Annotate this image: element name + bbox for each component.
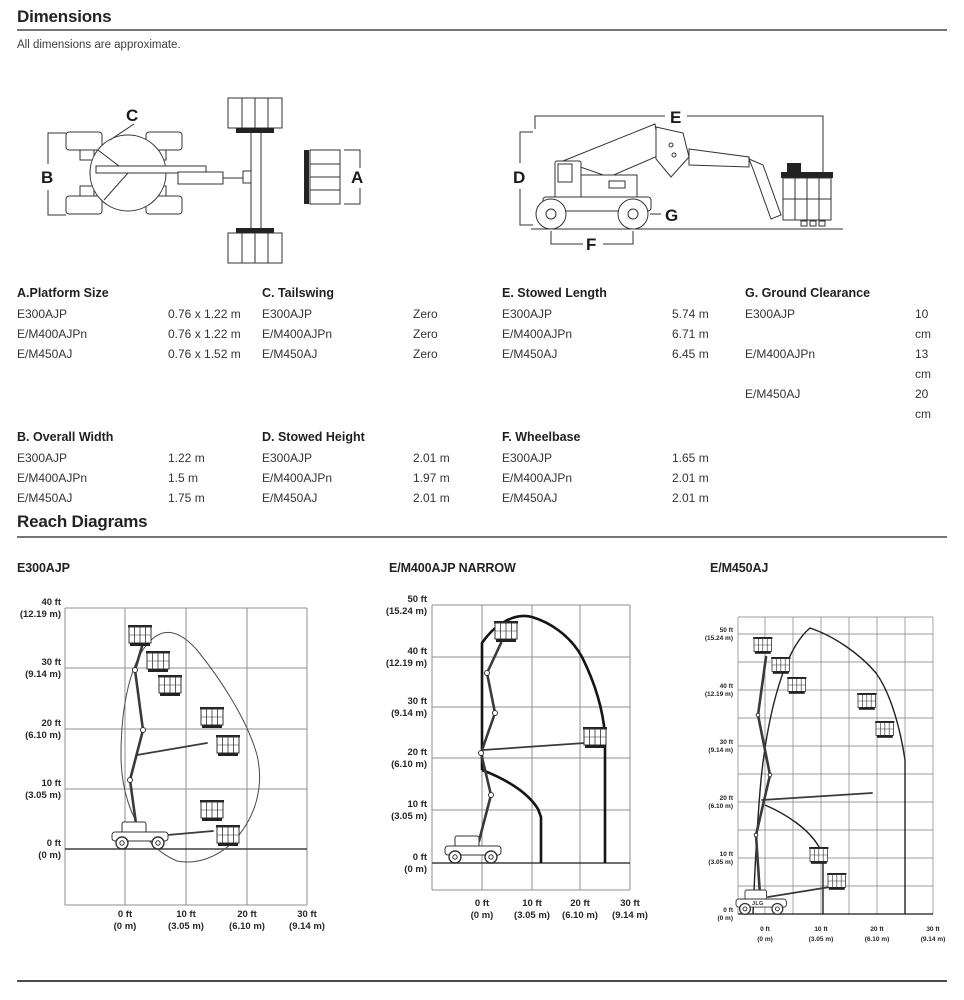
x-tick: (6.10 m) bbox=[562, 910, 598, 921]
model-name: E/M450AJ bbox=[262, 491, 318, 505]
model-name: E/M450AJ bbox=[502, 491, 558, 505]
x-tick: 20 ft bbox=[570, 898, 590, 909]
model-name: E300AJP bbox=[745, 307, 796, 321]
spec-group-overall-width bbox=[17, 430, 262, 508]
side-view-drawing bbox=[513, 97, 858, 265]
spec-value: 10 cm bbox=[915, 307, 931, 341]
spec-value: 1.5 m bbox=[168, 471, 199, 485]
spec-value: Zero bbox=[413, 347, 438, 361]
x-tick: 30 ft bbox=[620, 898, 640, 909]
y-tick: (3.05 m) bbox=[25, 790, 61, 801]
dimensions-note: All dimensions are approximate. bbox=[17, 39, 181, 51]
spec-value: 1.65 m bbox=[672, 451, 709, 465]
x-axis-labels bbox=[757, 926, 945, 943]
model-name: E300AJP bbox=[17, 307, 68, 321]
y-axis-labels bbox=[705, 627, 734, 922]
x-tick: (9.14 m) bbox=[612, 910, 648, 921]
y-tick: 20 ft bbox=[719, 795, 733, 802]
model-name: E/M400AJPn bbox=[17, 471, 88, 485]
spec-value: 6.71 m bbox=[672, 327, 709, 341]
label-d: D bbox=[513, 168, 526, 187]
model-name: E/M400AJPn bbox=[502, 471, 573, 485]
model-name: E300AJP bbox=[262, 307, 313, 321]
x-tick: (6.10 m) bbox=[864, 936, 890, 943]
label-e: E bbox=[670, 108, 682, 127]
side-dim-g bbox=[650, 206, 678, 225]
y-tick: 30 ft bbox=[719, 739, 733, 746]
y-tick: 0 ft bbox=[723, 907, 733, 914]
spec-group-title: B. Overall Width bbox=[17, 430, 114, 444]
y-tick: (6.10 m) bbox=[391, 759, 427, 770]
spec-row bbox=[262, 304, 502, 324]
spec-row bbox=[17, 468, 262, 488]
model-name: E/M400AJPn bbox=[502, 327, 573, 341]
spec-group-ground-clearance bbox=[745, 286, 947, 424]
spec-group-title: C. Tailswing bbox=[262, 286, 334, 300]
x-tick: (0 m) bbox=[113, 921, 137, 932]
y-tick: 40 ft bbox=[41, 597, 61, 608]
model-name: E/M400AJPn bbox=[745, 347, 816, 361]
y-tick: 0 ft bbox=[46, 838, 61, 849]
x-tick: (3.05 m) bbox=[808, 936, 834, 943]
x-tick: (0 m) bbox=[470, 910, 494, 921]
x-tick: 10 ft bbox=[176, 909, 196, 920]
spec-group-title: E. Stowed Length bbox=[502, 286, 607, 300]
x-tick: (3.05 m) bbox=[168, 921, 204, 932]
spec-value: 5.74 m bbox=[672, 307, 709, 321]
x-axis-labels bbox=[114, 909, 325, 932]
y-tick: (3.05 m) bbox=[391, 811, 427, 822]
y-tick: 50 ft bbox=[719, 627, 733, 634]
spec-group-platform-size bbox=[17, 286, 262, 424]
plan-dim-b bbox=[41, 133, 66, 215]
spec-group-title: F. Wheelbase bbox=[502, 430, 581, 444]
spec-row bbox=[502, 344, 745, 364]
spec-value: 2.01 m bbox=[672, 471, 709, 485]
side-dim-d bbox=[513, 132, 533, 225]
spec-group-stowed-height bbox=[262, 430, 502, 508]
x-tick: 10 ft bbox=[522, 898, 542, 909]
spec-group-title: G. Ground Clearance bbox=[745, 286, 871, 300]
y-tick: (15.24 m) bbox=[385, 606, 427, 617]
spec-value: 0.76 x 1.22 m bbox=[168, 327, 241, 341]
spec-value: Zero bbox=[413, 327, 438, 341]
y-axis-labels bbox=[386, 594, 428, 875]
spec-row bbox=[502, 448, 745, 468]
model-name: E/M450AJ bbox=[262, 347, 318, 361]
x-tick: 20 ft bbox=[237, 909, 257, 920]
reach-diagram-e300ajp bbox=[17, 595, 357, 940]
label-g: G bbox=[665, 206, 679, 225]
spec-table bbox=[17, 286, 947, 508]
y-tick: (9.14 m) bbox=[708, 747, 733, 754]
spec-group-title: A.Platform Size bbox=[17, 286, 109, 300]
spec-row bbox=[17, 344, 262, 364]
y-tick: (9.14 m) bbox=[391, 708, 427, 719]
spec-group-title: D. Stowed Height bbox=[262, 430, 365, 444]
model-name: E/M400AJPn bbox=[262, 327, 333, 341]
grid bbox=[65, 608, 307, 905]
y-tick: 10 ft bbox=[719, 851, 733, 858]
spec-value: 1.75 m bbox=[168, 491, 205, 505]
y-tick: 30 ft bbox=[407, 696, 427, 707]
y-tick: 40 ft bbox=[407, 646, 427, 657]
dimensions-title: Dimensions bbox=[17, 7, 112, 26]
reach-title: Reach Diagrams bbox=[17, 512, 148, 531]
spec-value: 2.01 m bbox=[413, 491, 450, 505]
y-tick: 40 ft bbox=[719, 683, 733, 690]
y-tick: 30 ft bbox=[41, 657, 61, 668]
spec-value: 0.76 x 1.22 m bbox=[168, 307, 241, 321]
x-tick: 0 ft bbox=[760, 926, 770, 933]
x-axis-labels bbox=[471, 898, 648, 921]
model-name: E/M450AJ bbox=[17, 491, 73, 505]
spec-row bbox=[502, 324, 745, 344]
spec-value: 1.22 m bbox=[168, 451, 205, 465]
plan-view-drawing bbox=[38, 88, 368, 274]
y-tick: 50 ft bbox=[407, 594, 427, 605]
spec-row bbox=[17, 448, 262, 468]
y-tick: (0 m) bbox=[38, 850, 61, 861]
reach-diagram-em400ajp bbox=[385, 595, 670, 940]
spec-value: 20 cm bbox=[915, 387, 931, 421]
x-tick: 10 ft bbox=[814, 926, 828, 933]
y-tick: (15.24 m) bbox=[704, 635, 733, 642]
spec-value: Zero bbox=[413, 307, 438, 321]
spec-group-wheelbase bbox=[502, 430, 745, 508]
model-name: E/M400AJPn bbox=[17, 327, 88, 341]
spec-value: 1.97 m bbox=[413, 471, 450, 485]
spec-group-tailswing bbox=[262, 286, 502, 424]
jlg-logo: JLG bbox=[752, 901, 764, 907]
spec-row bbox=[17, 304, 262, 324]
y-tick: 0 ft bbox=[412, 852, 427, 863]
x-tick: (6.10 m) bbox=[229, 921, 265, 932]
spec-row bbox=[745, 344, 947, 384]
x-tick: (9.14 m) bbox=[920, 936, 946, 943]
x-tick: (3.05 m) bbox=[514, 910, 550, 921]
lift-art bbox=[112, 625, 240, 849]
y-tick: 20 ft bbox=[407, 747, 427, 758]
spec-value: 2.01 m bbox=[672, 491, 709, 505]
spec-row bbox=[262, 468, 502, 488]
y-tick: (3.05 m) bbox=[708, 859, 733, 866]
reach-diagram-em450aj bbox=[702, 595, 954, 955]
x-tick: 20 ft bbox=[870, 926, 884, 933]
y-tick: (12.19 m) bbox=[385, 658, 427, 669]
x-tick: 0 ft bbox=[474, 898, 490, 909]
model-name: E/M400AJPn bbox=[262, 471, 333, 485]
x-tick: 0 ft bbox=[117, 909, 133, 920]
spec-row bbox=[262, 448, 502, 468]
spec-row bbox=[262, 344, 502, 364]
spec-row bbox=[17, 324, 262, 344]
model-name: E/M450AJ bbox=[745, 387, 801, 401]
footer-rule bbox=[17, 980, 947, 982]
y-tick: 20 ft bbox=[41, 718, 61, 729]
spec-row bbox=[262, 488, 502, 508]
diagram-title-em400ajp: E/M400AJP NARROW bbox=[389, 561, 516, 575]
y-tick: (6.10 m) bbox=[25, 730, 61, 741]
diagram-title-em450aj: E/M450AJ bbox=[710, 561, 769, 575]
y-axis-labels bbox=[20, 597, 62, 861]
model-name: E300AJP bbox=[17, 451, 68, 465]
spec-group-stowed-length bbox=[502, 286, 745, 424]
label-a: A bbox=[351, 168, 364, 187]
label-c: C bbox=[126, 106, 139, 125]
spec-row bbox=[502, 304, 745, 324]
y-tick: (0 m) bbox=[404, 864, 427, 875]
y-tick: (6.10 m) bbox=[708, 803, 733, 810]
spec-row bbox=[502, 468, 745, 488]
reach-rule bbox=[17, 536, 947, 538]
side-dim-f bbox=[551, 231, 633, 254]
model-name: E/M450AJ bbox=[502, 347, 558, 361]
spec-row bbox=[745, 304, 947, 344]
model-name: E300AJP bbox=[262, 451, 313, 465]
y-tick: 10 ft bbox=[407, 799, 427, 810]
model-name: E/M450AJ bbox=[17, 347, 73, 361]
model-name: E300AJP bbox=[502, 451, 553, 465]
side-machine bbox=[531, 124, 843, 229]
spec-row bbox=[745, 384, 947, 424]
spec-row bbox=[17, 488, 262, 508]
y-tick: (9.14 m) bbox=[25, 669, 61, 680]
y-tick: (12.19 m) bbox=[704, 691, 733, 698]
spec-value: 6.45 m bbox=[672, 347, 709, 361]
plan-dim-a bbox=[344, 150, 363, 204]
spec-row bbox=[502, 488, 745, 508]
y-tick: (12.19 m) bbox=[19, 609, 61, 620]
spec-value: 13 cm bbox=[915, 347, 931, 381]
spec-value: 2.01 m bbox=[413, 451, 450, 465]
x-tick: (9.14 m) bbox=[289, 921, 325, 932]
model-name: E300AJP bbox=[502, 307, 553, 321]
spec-value: 0.76 x 1.52 m bbox=[168, 347, 241, 361]
lift-art bbox=[736, 637, 894, 914]
label-f: F bbox=[586, 235, 597, 254]
y-tick: 10 ft bbox=[41, 778, 61, 789]
x-tick: 30 ft bbox=[926, 926, 940, 933]
diagram-title-e300ajp: E300AJP bbox=[17, 561, 70, 575]
label-b: B bbox=[41, 168, 54, 187]
y-tick: (0 m) bbox=[717, 915, 733, 922]
spec-row bbox=[262, 324, 502, 344]
dimensions-rule bbox=[17, 29, 947, 31]
x-tick: (0 m) bbox=[757, 936, 773, 943]
x-tick: 30 ft bbox=[297, 909, 317, 920]
